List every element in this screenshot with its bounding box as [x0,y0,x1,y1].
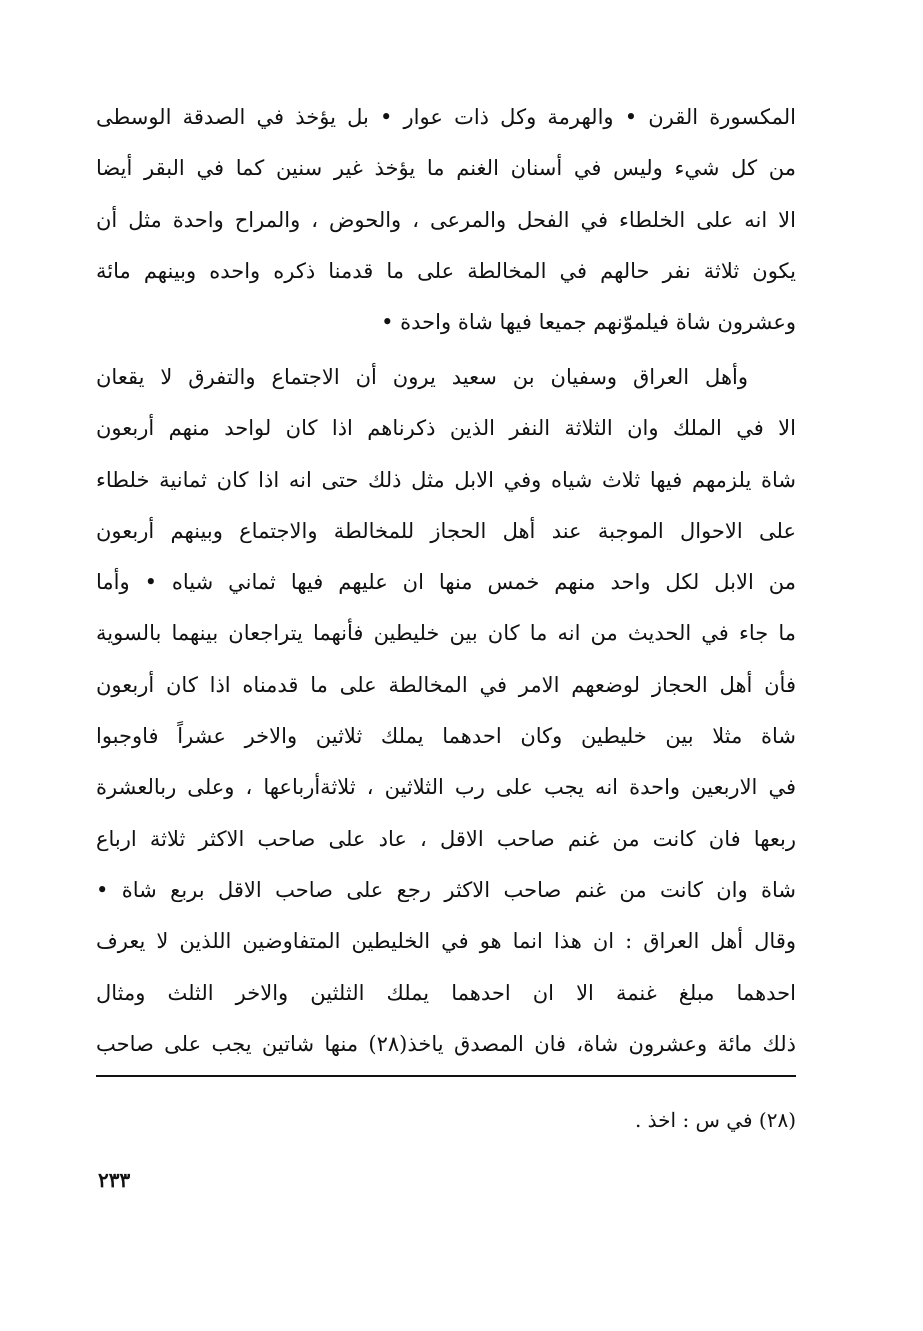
text-line: ما جاء في الحديث من انه ما كان بين خليطين فأنهما يتراجعان بينهما بالسوية [96,621,796,646]
text-line: من كل شيء وليس في أسنان الغنم ما يؤخذ غير سنين كما في البقر أيضا [96,156,796,181]
text-line: وعشرون شاة فيلموّنهم جميعا فيها شاة واحدة • [381,310,796,335]
text-line: فأن أهل الحجاز لوضعهم الامر في المخالطة على ما قدمناه اذا كان أربعون [96,672,796,697]
page-number: ٢٣٣ [98,1168,131,1192]
text-line: الا انه على الخلطاء في الفحل والمرعى ، والحوض ، والمراح واحدة مثل أن [96,207,796,232]
text-line: شاة مثلا بين خليطين وكان احدهما يملك ثلاثين والاخر عشراً فاوجبوا [96,724,796,749]
text-line: ربعها فان كانت من غنم صاحب الاقل ، عاد على صاحب الاكثر ثلاثة ارباع [96,826,796,851]
footnote: (٢٨) في س : اخذ . [634,1108,796,1132]
text-line: على الاحوال الموجبة عند أهل الحجاز للمخالطة والاجتماع وبينهم أربعون [96,518,796,543]
paragraph-one [96,92,796,348]
text-line: شاة يلزمهم فيها ثلاث شياه وفي الابل مثل ذلك حتى انه اذا كان ثمانية خلطاء [96,467,796,492]
text-line: في الاربعين واحدة انه يجب على رب الثلاثين ، ثلاثةأرباعها ، وعلى ربالعشرة [96,775,796,800]
text-line: وقال أهل العراق : ان هذا انما هو في الخليطين المتفاوضين اللذين لا يعرف [96,929,796,954]
text-line: احدهما مبلغ غنمة الا ان احدهما يملك الثلثين والاخر الثلث ومثال [96,980,796,1005]
paragraph-two [96,352,796,1070]
text-line: من الابل لكل واحد منهم خمس منها ان عليهم فيها ثماني شياه • وأما [96,570,796,595]
text-line: وأهل العراق وسفيان بن سعيد يرون أن الاجتماع والتفرق لا يقعان [96,365,748,389]
text-line: ذلك مائة وعشرون شاة، فان المصدق ياخذ(٢٨) منها شاتين يجب على صاحب [96,1031,796,1056]
text-line: يكون ثلاثة نفر حالهم في المخالطة على ما قدمنا ذكره واحده وبينهم مائة [96,258,796,283]
text-line: شاة وان كانت من غنم صاحب الاكثر رجع على صاحب الاقل بربع شاة • [96,877,796,902]
text-line: الا في الملك وان الثلاثة النفر الذين ذكرناهم اذا كان لواحد منهم أربعون [96,416,796,441]
text-line: المكسورة القرن • والهرمة وكل ذات عوار • بل يؤخذ في الصدقة الوسطى [96,105,796,129]
footnote-divider [96,1075,796,1077]
